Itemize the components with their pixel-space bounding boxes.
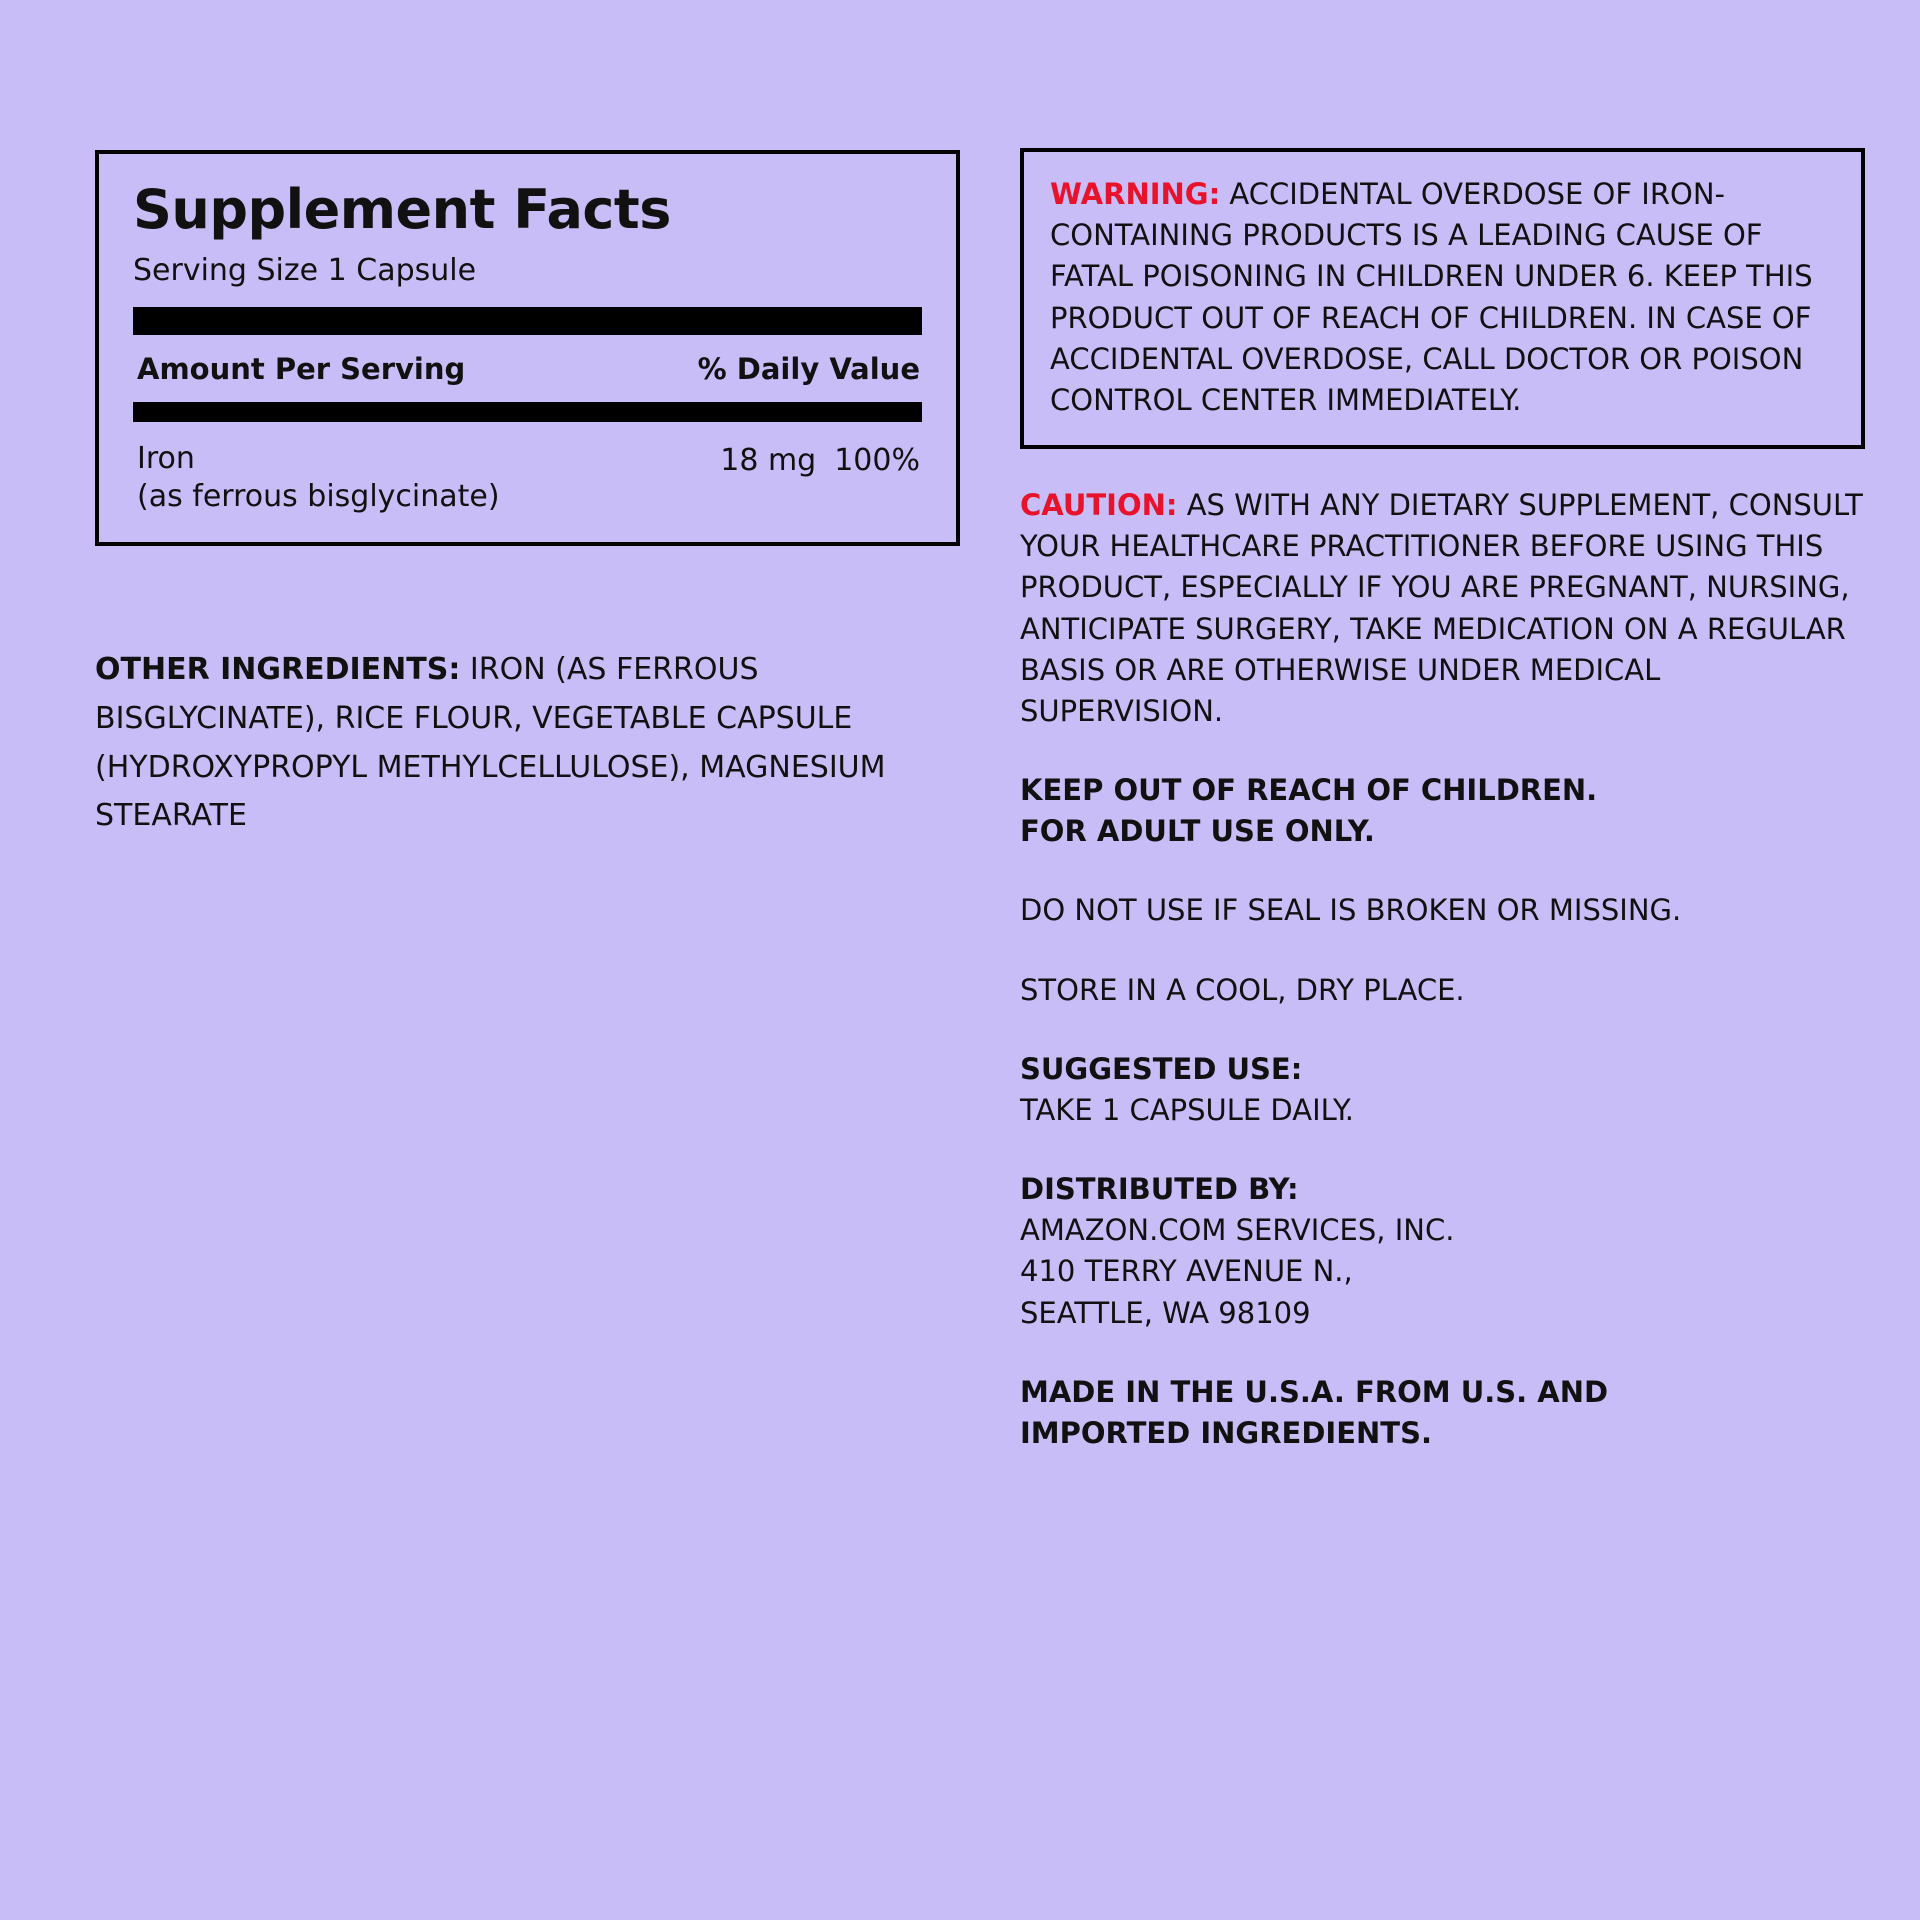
made-in-line-2: IMPORTED INGREDIENTS. <box>1020 1415 1432 1450</box>
table-header-row <box>133 335 922 402</box>
storage-block <box>1020 970 1865 1011</box>
divider-thick-top <box>133 307 922 335</box>
caution-label: CAUTION: <box>1020 488 1178 523</box>
storage-text: STORE IN A COOL, DRY PLACE. <box>1020 972 1465 1007</box>
warning-text: ACCIDENTAL OVERDOSE OF IRON-CONTAINING PRODUCTS IS A LEADING CAUSE OF FATAL POISONING IN CHILDREN UNDER 6. KEEP THIS PRODUCT OUT OF REACH OF CHILDREN. IN CASE OF ACCIDENTAL OVERDOSE, CALL DOCTOR OR POISON CONTROL CENTER IMMEDIATELY. <box>1050 177 1813 417</box>
table-row <box>133 422 922 517</box>
seal-notice-block <box>1020 890 1865 931</box>
distributed-by-label: DISTRIBUTED BY: <box>1020 1172 1299 1207</box>
made-in-block <box>1020 1372 1865 1454</box>
other-ingredients-label: OTHER INGREDIENTS: <box>95 652 461 688</box>
made-in-line-1: MADE IN THE U.S.A. FROM U.S. AND <box>1020 1374 1609 1409</box>
caution-text: AS WITH ANY DIETARY SUPPLEMENT, CONSULT YOUR HEALTHCARE PRACTITIONER BEFORE USING THIS PRODUCT, ESPECIALLY IF YOU ARE PREGNANT, NURSING, ANTICIPATE SURGERY, TAKE MEDICATION ON A REGULAR BASIS OR ARE OTHERWISE UNDER MEDICAL SUPERVISION. <box>1020 488 1863 728</box>
suggested-use-text: TAKE 1 CAPSULE DAILY. <box>1020 1092 1355 1127</box>
right-column <box>1020 148 1865 1454</box>
distributor-street: 410 TERRY AVENUE N., <box>1020 1254 1353 1289</box>
keep-out-line-1: KEEP OUT OF REACH OF CHILDREN. <box>1020 773 1598 808</box>
left-column <box>95 150 960 841</box>
supplement-facts-panel <box>95 150 960 546</box>
suggested-use-label: SUGGESTED USE: <box>1020 1051 1303 1086</box>
nutrient-amount: 18 mg <box>720 442 817 478</box>
daily-value-header: % Daily Value <box>697 351 920 386</box>
keep-out-of-reach-block <box>1020 770 1865 852</box>
nutrient-source: (as ferrous bisglycinate) <box>137 479 500 515</box>
distributor-city-state-zip: SEATTLE, WA 98109 <box>1020 1295 1311 1330</box>
amount-per-serving-header: Amount Per Serving <box>137 351 466 386</box>
serving-size-text: Serving Size 1 Capsule <box>133 252 477 288</box>
nutrient-values <box>720 440 920 480</box>
other-ingredients-text: IRON (AS FERROUS BISGLYCINATE), RICE FLOUR, VEGETABLE CAPSULE (HYDROXYPROPYL METHYLCELLULOSE), MAGNESIUM STEARATE <box>95 652 886 834</box>
divider-thick-bottom <box>133 402 922 422</box>
caution-block <box>1020 485 1865 732</box>
nutrient-daily-value: 100% <box>834 442 920 478</box>
page-title: Supplement Facts <box>133 178 671 241</box>
distributor-name: AMAZON.COM SERVICES, INC. <box>1020 1213 1455 1248</box>
distributed-by-block <box>1020 1169 1865 1334</box>
warning-label: WARNING: <box>1050 177 1221 211</box>
nutrient-name: Iron <box>137 440 195 476</box>
seal-notice-text: DO NOT USE IF SEAL IS BROKEN OR MISSING. <box>1020 893 1682 928</box>
other-ingredients-block <box>95 646 925 840</box>
nutrient-name-group <box>137 440 500 517</box>
suggested-use-block <box>1020 1049 1865 1131</box>
keep-out-line-2: FOR ADULT USE ONLY. <box>1020 814 1375 849</box>
warning-box <box>1020 148 1865 449</box>
